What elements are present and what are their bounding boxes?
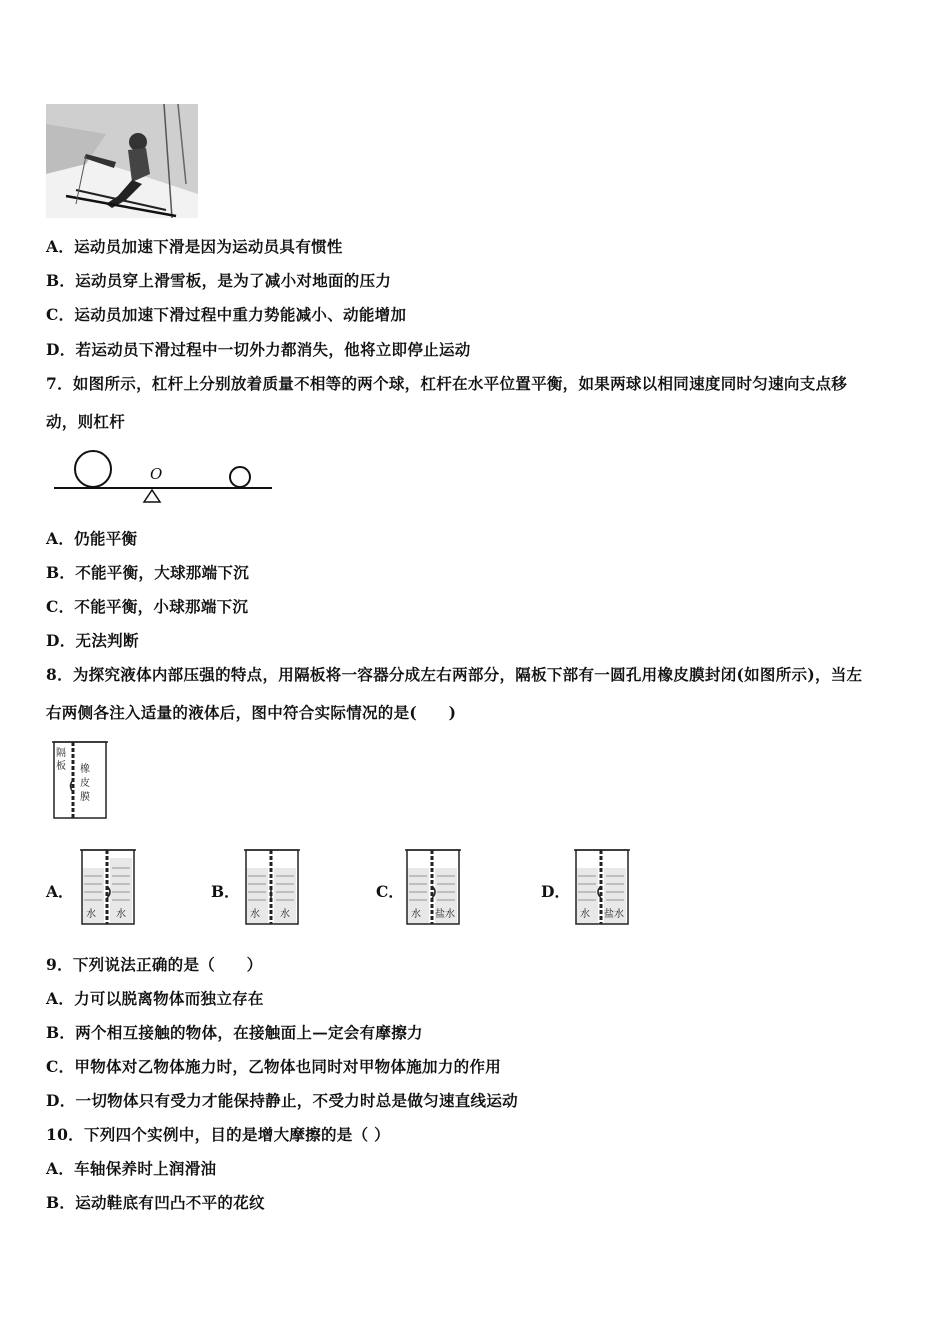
q8-b-left-liquid: 水 [250,909,260,920]
q7-stem-line2: 动，则杠杆 [46,412,126,431]
q8-choice-c-beaker [405,848,461,926]
q6-option-b: B．运动员穿上滑雪板，是为了减小对地面的压力 [46,271,392,290]
q10-stem: 10．下列四个实例中，目的是增大摩擦的是（ ） [46,1125,390,1144]
lever-diagram [50,448,276,506]
q7-option-c: C．不能平衡，小球那端下沉 [46,597,249,616]
q8-b-right-liquid: 水 [280,909,290,920]
q8-choice-a-letter: A． [46,882,74,901]
q9-option-c: C．甲物体对乙物体施力时，乙物体也同时对甲物体施加力的作用 [46,1057,502,1076]
q8-a-left-liquid: 水 [86,909,96,920]
partition-label-2: 板 [56,761,66,772]
q8-d-left-liquid: 水 [580,909,590,920]
q8-c-left-liquid: 水 [411,909,421,920]
q9-stem: 9．下列说法正确的是（ ） [46,955,263,974]
q8-choice-d-letter: D． [541,882,570,901]
q8-choice-b-beaker [244,848,300,926]
q8-stem-line1: 8．为探究液体内部压强的特点，用隔板将一容器分成左右两部分，隔板下部有一圆孔用橡皮膜封闭(如图所示)，当左 [46,665,863,684]
q7-option-a: A．仍能平衡 [46,529,138,548]
q8-a-right-liquid: 水 [116,909,126,920]
membrane-label-1: 橡 [80,764,90,775]
q10-option-b: B．运动鞋底有凹凸不平的花纹 [46,1193,265,1212]
q8-c-right-liquid: 盐水 [435,909,455,920]
membrane-label-3: 膜 [80,792,90,803]
q7-option-d: D．无法判断 [46,631,139,650]
q6-option-c: C．运动员加速下滑过程中重力势能减小、动能增加 [46,305,407,324]
q8-choice-b-letter: B． [211,882,240,901]
partition-label-1: 隔 [56,748,66,759]
q7-stem-line1: 7．如图所示，杠杆上分别放着质量不相等的两个球，杠杆在水平位置平衡，如果两球以相同速度同时匀速向支点移 [46,374,848,393]
q9-option-b: B．两个相互接触的物体，在接触面上—定会有摩擦力 [46,1023,423,1042]
skier-photo [46,104,198,218]
q8-choice-a-beaker [80,848,136,926]
q8-choice-c-letter: C． [376,882,404,901]
q6-option-a: A．运动员加速下滑是因为运动员具有惯性 [46,237,343,256]
q8-d-right-liquid: 盐水 [604,909,624,920]
q8-choice-d-beaker [574,848,630,926]
q9-option-a: A．力可以脱离物体而独立存在 [46,989,264,1008]
q6-option-d: D．若运动员下滑过程中一切外力都消失，他将立即停止运动 [46,340,471,359]
q7-option-b: B．不能平衡，大球那端下沉 [46,563,250,582]
lever-fulcrum-label: O [150,465,163,483]
q10-option-a: A．车轴保养时上润滑油 [46,1159,217,1178]
q8-stem-line2: 右两侧各注入适量的液体后，图中符合实际情况的是( ) [46,703,457,722]
container-partition-diagram [50,740,110,820]
membrane-label-2: 皮 [80,778,90,789]
q9-option-d: D．一切物体只有受力才能保持静止，不受力时总是做匀速直线运动 [46,1091,518,1110]
